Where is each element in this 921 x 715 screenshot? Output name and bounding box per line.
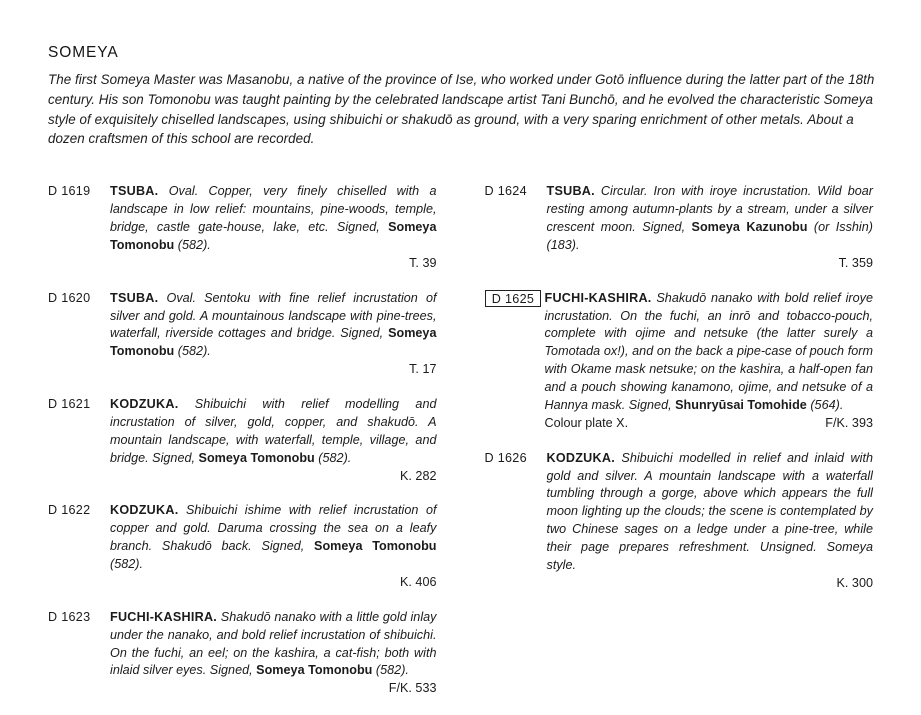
entry-reference: T. 39 bbox=[409, 255, 437, 270]
entry-signature-ref: (582). bbox=[110, 557, 144, 572]
entry-description: Shibuichi modelled in relief and inlaid with gold and silver. A mountain landscape with a waterfall tumbling through a gorge, above which appears the full moon lighting up the clouds; the scene is contemplated by two Chinese sages on a ledge under a pine-tree, while their page prepares refreshment. Unsigned. Someya style. bbox=[546, 450, 873, 572]
entry-number: D 1619 bbox=[48, 184, 91, 199]
entry-signature-ref: (564). bbox=[806, 397, 844, 412]
entry-signature-ref: (582). bbox=[174, 344, 211, 359]
entry-number: D 1622 bbox=[48, 503, 91, 518]
entry-number: D 1620 bbox=[48, 290, 91, 305]
entries-columns bbox=[48, 183, 873, 715]
entry-signature: Someya Tomonobu bbox=[110, 220, 437, 252]
entry-signature: Someya Tomonobu bbox=[110, 326, 437, 359]
entry-description: Shibuichi ishime with relief incrustation of copper and gold. Daruma crossing the sea on a leafy branch. Shakudō back. Signed, bbox=[110, 503, 437, 554]
entry-text bbox=[547, 450, 874, 593]
section-introduction: The first Someya Master was Masanobu, a native of the province of Ise, who worked under Gotō influence during the latter part of the 18th century. His son Tomonobu was taught painting by the celebrated landscape artist Tani Bunchō, and he evolved the characteristic Someya style of exquisitely chiselled landscapes, using shibuichi or shakudō as ground, with a very sparing enrichment of other metals. About a dozen craftsmen of this school are recorded. bbox=[48, 72, 875, 147]
entry-number: D 1626 bbox=[484, 450, 527, 465]
catalogue-entry bbox=[485, 450, 874, 593]
entry-object-type: KODZUKA. bbox=[546, 450, 615, 465]
entry-text bbox=[547, 183, 874, 272]
entry-text bbox=[110, 183, 437, 272]
entry-object-type: FUCHI-KASHIRA. bbox=[110, 609, 218, 624]
catalogue-entry bbox=[48, 290, 437, 379]
entry-signature: Shunryūsai Tomohide bbox=[675, 397, 807, 412]
entry-signature: Someya Tomonobu bbox=[198, 450, 315, 465]
entry-number: D 1623 bbox=[48, 609, 91, 624]
entry-text bbox=[110, 290, 437, 379]
entry-reference: F/K. 533 bbox=[388, 681, 437, 696]
catalogue-entry bbox=[485, 183, 874, 272]
entry-reference: T. 359 bbox=[838, 255, 873, 270]
entry-reference: F/K. 393 bbox=[825, 415, 873, 430]
entry-description: Shibuichi with relief modelling and incrustation of silver, gold, copper, and shakudō. A mountain landscape, with waterfall, temple, village, and bridge. Signed, bbox=[110, 397, 437, 465]
entry-reference: K. 282 bbox=[399, 468, 437, 483]
entry-signature: Someya Tomonobu bbox=[256, 663, 373, 678]
entry-description: Oval. Copper, very finely chiselled with a landscape in low relief: mountains, pine-woods, temple, bridge, castle gate-house, lake, etc. Signed, bbox=[110, 184, 437, 235]
entry-number: D 1621 bbox=[48, 397, 91, 412]
entry-number: D 1624 bbox=[484, 184, 527, 199]
entry-object-type: KODZUKA. bbox=[110, 397, 179, 412]
entry-signature-ref: (582). bbox=[372, 663, 409, 678]
entry-text bbox=[110, 609, 437, 698]
entry-signature: Someya Tomonobu bbox=[314, 539, 437, 554]
catalogue-entry bbox=[48, 609, 437, 698]
entry-description: Shakudō nanako with bold relief iroye incrustation. On the fuchi, an inrō and tobacco-pouch, complete with ojime and netsuke (the latter surely a Tomotada ox!), and on the back a pipe-case of pouch form with Okame mask netsuke; on the kashira, a half-open fan and a pouch showing kanamono, ojime, and netsuke of a Hannya mask. Signed, bbox=[544, 290, 873, 412]
entry-object-type: TSUBA. bbox=[546, 184, 595, 199]
entry-reference: K. 406 bbox=[399, 574, 437, 589]
page-title: SOMEYA bbox=[48, 44, 119, 61]
left-column bbox=[48, 183, 437, 715]
right-column bbox=[485, 183, 874, 609]
entry-object-type: TSUBA. bbox=[110, 290, 159, 305]
entry-plate-note: Colour plate X. bbox=[544, 415, 629, 430]
catalogue-entry bbox=[48, 502, 437, 591]
entry-description: Shakudō nanako with a little gold inlay under the nanako, and bold relief incrustation of shibuichi. On the fuchi, an eel; on the kashira, a cat-fish; both with inlaid silver eyes. Signed, bbox=[110, 609, 437, 678]
entry-object-type: TSUBA. bbox=[110, 184, 159, 199]
entry-description: Circular. Iron with iroye incrustation. Wild boar resting among autumn-plants by a stream, under a silver crescent moon. Signed, bbox=[546, 184, 873, 235]
catalogue-entry bbox=[48, 396, 437, 485]
catalogue-entry-highlighted bbox=[485, 290, 874, 433]
entry-object-type: KODZUKA. bbox=[110, 503, 179, 518]
entry-signature-ref: (582). bbox=[174, 237, 211, 252]
entry-description: Oval. Sentoku with fine relief incrustation of silver and gold. A mountainous landscape with pine-trees, waterfall, riverside cottages and bridge. Signed, bbox=[110, 290, 437, 341]
entry-text bbox=[110, 396, 437, 485]
entry-signature-ref: (582). bbox=[314, 450, 352, 465]
entry-text bbox=[110, 502, 437, 591]
entry-signature-ref: (or Isshin) (183). bbox=[546, 220, 873, 252]
entry-number: D 1625 bbox=[485, 290, 541, 307]
entry-signature: Someya Kazunobu bbox=[691, 220, 808, 235]
entry-text bbox=[545, 290, 874, 433]
catalogue-entry bbox=[48, 183, 437, 272]
entry-reference: T. 17 bbox=[409, 362, 437, 377]
entry-object-type: FUCHI-KASHIRA. bbox=[544, 290, 652, 305]
entry-reference: K. 300 bbox=[836, 575, 873, 590]
